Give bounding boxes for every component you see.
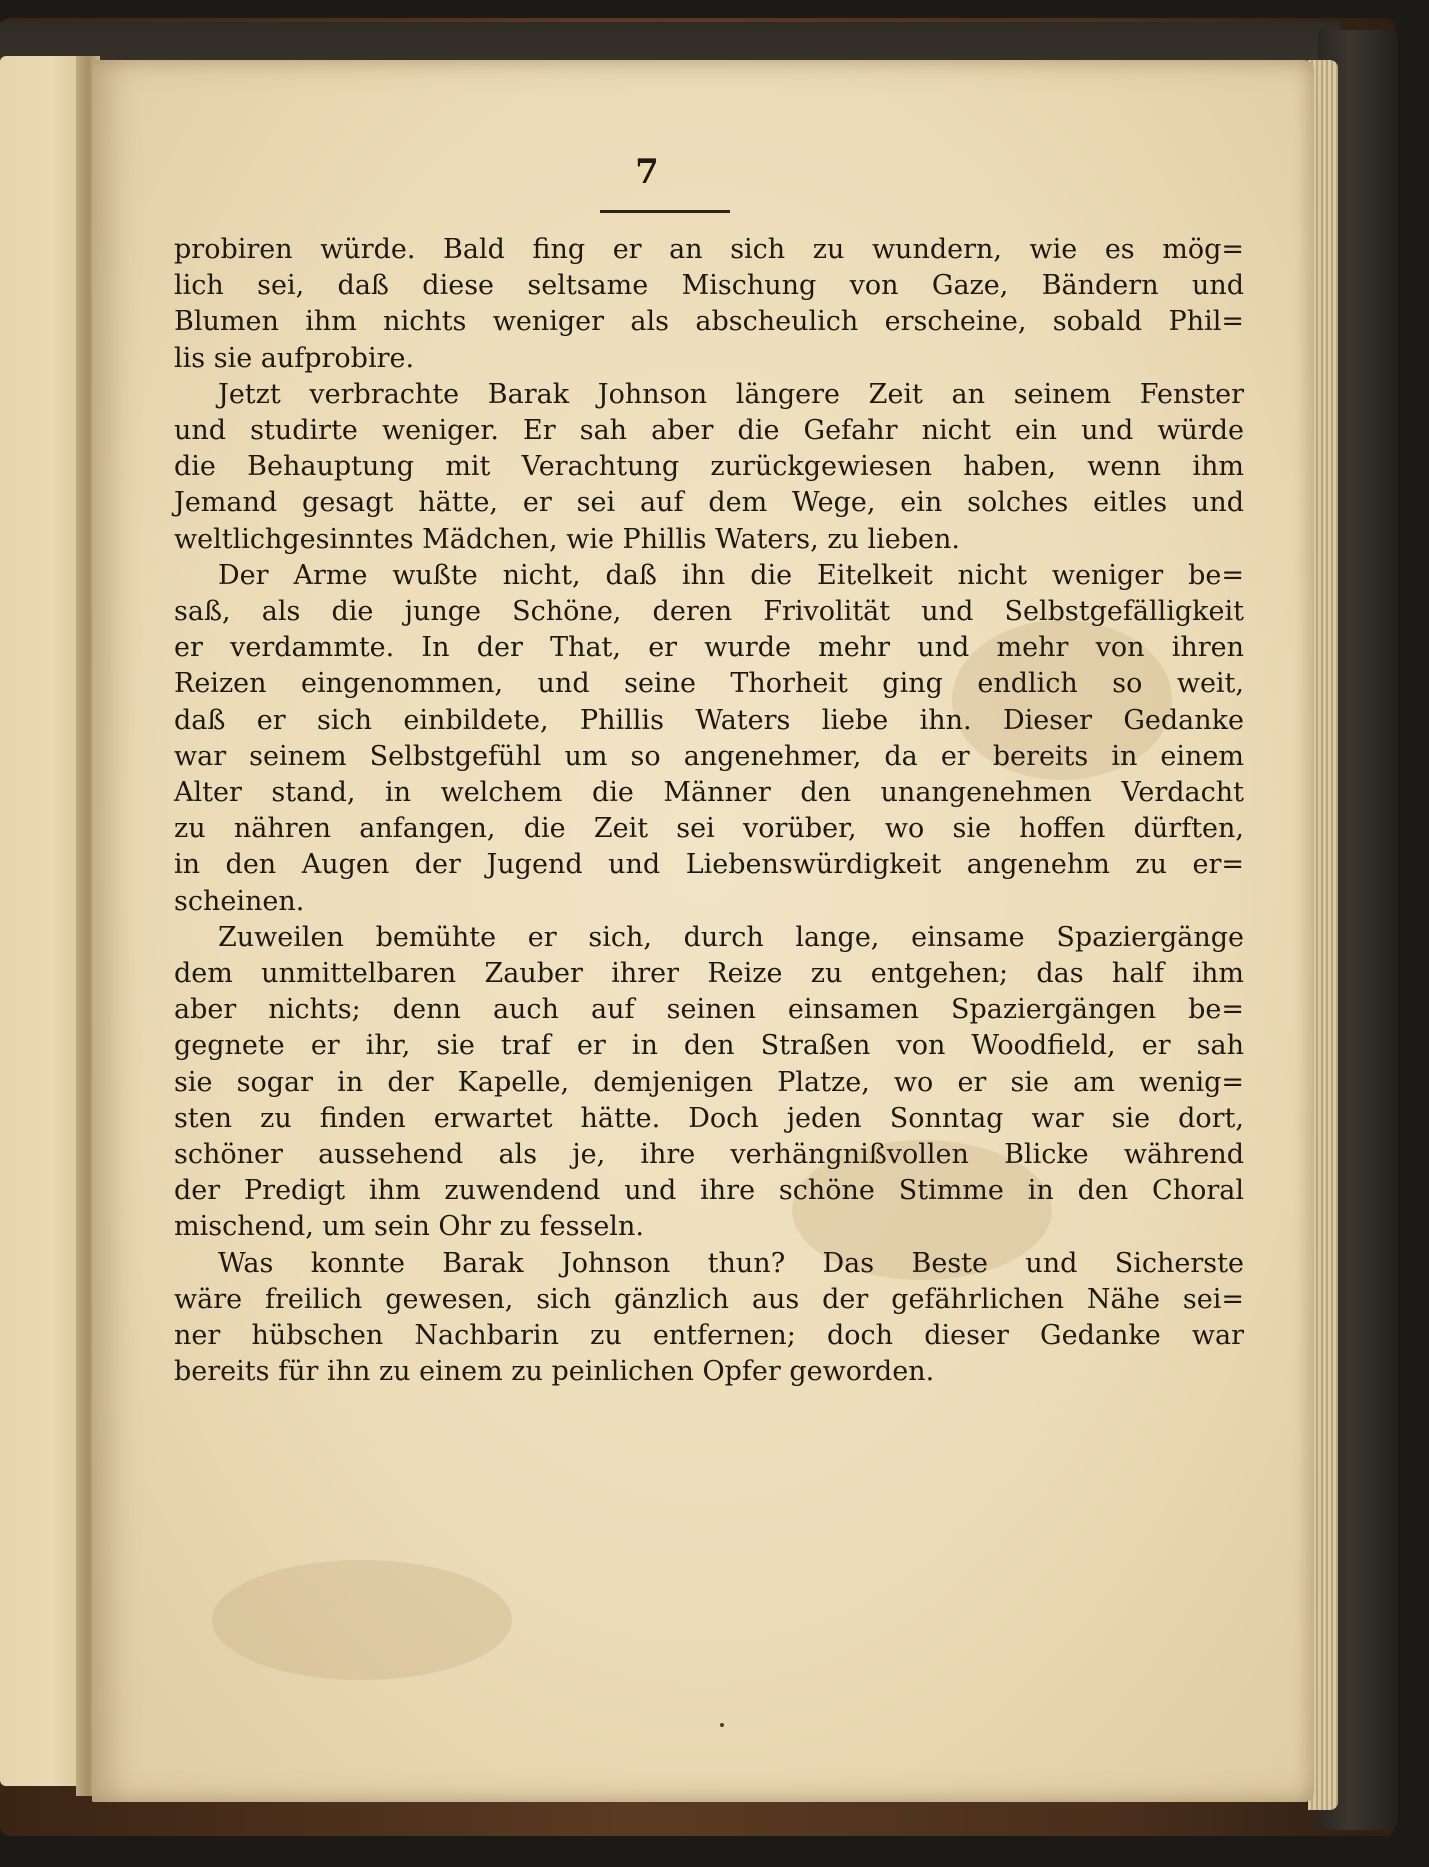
text-line: Reizen eingenommen, und seine Thorheit ging endlich so weit, — [174, 668, 1244, 700]
text-line: und studirte weniger. Er sah aber die Gefahr nicht ein und würde — [174, 415, 1244, 447]
text-line: war seinem Selbstgefühl um so angenehmer, da er bereits in einem — [174, 740, 1244, 772]
text-line: sten zu finden erwartet hätte. Doch jeden Sonntag war sie dort, — [174, 1102, 1244, 1134]
text-line: saß, als die junge Schöne, deren Frivolität und Selbstgefälligkeit — [174, 596, 1244, 628]
paragraph — [174, 232, 1244, 377]
text-line: daß er sich einbildete, Phillis Waters liebe ihn. Dieser Gedanke — [174, 704, 1244, 736]
text-line: Blumen ihm nichts weniger als abscheulich erscheine, sobald Phil= — [174, 306, 1244, 338]
body-text — [174, 232, 1244, 1391]
text-line: Zuweilen bemühte er sich, durch lange, einsame Spaziergänge — [218, 921, 1244, 953]
text-line: die Behauptung mit Verachtung zurückgewiesen haben, wenn ihm — [174, 451, 1244, 483]
paragraph — [174, 920, 1244, 1246]
paper-stain — [212, 1560, 512, 1680]
text-line: Der Arme wußte nicht, daß ihn die Eitelkeit nicht weniger be= — [218, 559, 1244, 591]
text-line: schöner aussehend als je, ihre verhängnißvollen Blicke während — [174, 1139, 1244, 1171]
text-line: Was konnte Barak Johnson thun? Das Beste und Sicherste — [218, 1247, 1244, 1279]
text-line: Jemand gesagt hätte, er sei auf dem Wege, ein solches eitles und — [174, 487, 1244, 519]
text-line: mischend, um sein Ohr zu fesseln. — [174, 1211, 644, 1243]
printer-dot — [720, 1723, 724, 1727]
book-page — [92, 60, 1314, 1802]
text-line: aber nichts; denn auch auf seinen einsamen Spaziergängen be= — [174, 994, 1244, 1026]
text-line: in den Augen der Jugend und Liebenswürdigkeit angenehm zu er= — [174, 849, 1244, 881]
text-line: sie sogar in der Kapelle, demjenigen Platze, wo er sie am wenig= — [174, 1066, 1244, 1098]
page-number-rule — [600, 210, 730, 213]
text-line: lich sei, daß diese seltsame Mischung von Gaze, Bändern und — [174, 270, 1244, 302]
text-line: dem unmittelbaren Zauber ihrer Reize zu entgehen; das half ihm — [174, 958, 1244, 990]
text-line: bereits für ihn zu einem zu peinlichen Opfer geworden. — [174, 1356, 935, 1388]
text-line: gegnete er ihr, sie traf er in den Straßen von Woodfield, er sah — [174, 1030, 1244, 1062]
text-line: Alter stand, in welchem die Männer den unangenehmen Verdacht — [174, 777, 1244, 809]
text-line: wäre freilich gewesen, sich gänzlich aus der gefährlichen Nähe sei= — [174, 1283, 1244, 1315]
text-line: ner hübschen Nachbarin zu entfernen; doch dieser Gedanke war — [174, 1320, 1244, 1352]
text-line: der Predigt ihm zuwendend und ihre schöne Stimme in den Choral — [174, 1175, 1244, 1207]
text-line: probiren würde. Bald fing er an sich zu wundern, wie es mög= — [174, 234, 1244, 265]
page-number: 7 — [635, 152, 659, 192]
text-line: scheinen. — [174, 885, 305, 917]
text-line: weltlichgesinntes Mädchen, wie Phillis Waters, zu lieben. — [174, 523, 961, 555]
paragraph — [174, 558, 1244, 920]
text-line: lis sie aufprobire. — [174, 342, 415, 374]
text-line: Jetzt verbrachte Barak Johnson längere Zeit an seinem Fenster — [218, 378, 1244, 410]
text-line: er verdammte. In der That, er wurde mehr und mehr von ihren — [174, 632, 1244, 664]
text-line: zu nähren anfangen, die Zeit sei vorüber, wo sie hoffen dürften, — [174, 813, 1244, 845]
paragraph — [174, 377, 1244, 558]
facing-page-edge — [0, 56, 86, 1786]
paragraph — [174, 1246, 1244, 1391]
